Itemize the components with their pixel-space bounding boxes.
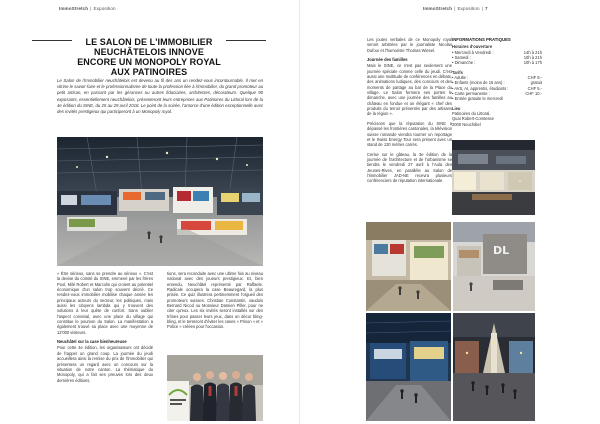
place-line: 2000 Neuchâtel bbox=[452, 121, 481, 127]
folio-left: ImmoStretch | Exposition bbox=[59, 6, 116, 11]
hours-row: • Mercredi à Vendredi : 14h à 21h bbox=[452, 49, 542, 55]
paragraph: Précisons que la réputation du SINE a dépassé les frontières cantonales, la télévision suisse romande viendra tourner un reportage et le Swiss Energy Tour sera présent avec un stand de 130 mètres carrés. bbox=[367, 120, 452, 148]
paragraph: tions, sera reconduite avec une ultime fois au niveau national avec des joueurs prestigieux. Et, bien entendu, Neuchâtel représenté par Raffaele. Radicale occupera la case Beauregard, la plus prisée. Ce quiz illustrera pertinemment l'orgueil des promoteurs suisses. Christian Constantin, vaudois Bernard Nicod ou Monsieur Damien Piller, pour ne citer qu'eux. Les six invités seront installés sur des trônes pour passer leurs jeux, dans un décor bling-bling, et le tenteront d'éviter les cases « Prison » et « Police » créées pour l'occasion. bbox=[167, 271, 263, 330]
page-number: 7 bbox=[484, 6, 488, 11]
headline-rule-right bbox=[226, 40, 266, 41]
paragraph: Cerise sur le gâteau, la 3e édition de la journée de l'architecture et de l'urbanisme se tiendra le vendredi 27 avril à l'Aula des Jeunes-Rives, en parallèle au Salon de l'immobilier JAD-NE recevra plusieurs conférenciers de réputation internationale. bbox=[367, 151, 452, 184]
article-headline: LE SALON DE L'IMMOBILIER NEUCHÂTELOIS INNOVE ENCORE UN MONOPOLY ROYAL AUX PATINOIRES bbox=[77, 37, 221, 77]
hours-row: • Dimanche : 10h à 17h bbox=[452, 60, 542, 66]
tariff-row: • Entrée gratuite le mercredi bbox=[452, 96, 503, 102]
paragraph: Mais le SINE, ce n'est pas seulement une journée spéciale comme celle du jeudi. C'est aussi une multitude de conférences en débats, des animations ludiques, des concours et des moments de partage au bar de la Place du village. Le Salon fermera ses portes le dimanche, avec une journée des familles au château en fondue et un élégant « chef des produits du terroir présentés par des artisans de la région ». bbox=[367, 63, 452, 117]
folio-section: Exposition bbox=[457, 6, 480, 11]
place-label: Lieu bbox=[452, 105, 461, 111]
tariff-row: • Enfants (moins de 16 ans) : gratuit bbox=[452, 80, 542, 86]
svg-text:DL: DL bbox=[493, 244, 510, 257]
tariff-row: • Adulte : CHF 8.- bbox=[452, 75, 542, 81]
tariffs-label: Tarifs bbox=[452, 69, 463, 75]
tariff-row: • AVS, AI, apprentis, étudiants : CHF 5.- bbox=[452, 85, 542, 91]
practical-info-box bbox=[452, 37, 542, 134]
stand-photo-2 bbox=[453, 222, 535, 311]
venue-night-photo bbox=[452, 140, 535, 215]
stand-photo-1 bbox=[366, 222, 451, 311]
place-line: Patinoires du Littoral, bbox=[452, 111, 491, 117]
stand-photo-3 bbox=[366, 313, 451, 421]
subheading: Neuchâtel sur la case bienheureuse bbox=[57, 339, 127, 345]
headline-rule-left bbox=[32, 40, 72, 41]
left-column-1 bbox=[57, 271, 153, 421]
paragraph: Les joutes verbales de ce Monopoly royal seront arbitrées par le journaliste Nicolas Dufour et l'humoriste Thomas Wiesel. bbox=[367, 37, 452, 53]
stand-photo-4 bbox=[453, 313, 535, 421]
group-photo bbox=[167, 355, 263, 421]
article-lead: Le Salon de l'immobilier neuchâtelois est devenu au fil des ans un rendez-vous incontournable. Il met en vitrine le savoir-faire et le professionnalisme de toute la profession liée à l'immobilier, du grand promoteur au petit artisan, en passant par les gérances ou autres fiduciaires, architectes, décorateurs. Quelque 90 exposants, essentiellement neuchâtelois, présenteront leurs entreprises aux Patinoires du Littoral lors de la 4e édition du SINE, du 25 au 29 avril 2018. Le point de la soirée, l'amorce d'une édition exceptionnelle avec des invités prestigieux qui participeront à un Monopoly royal. bbox=[57, 78, 263, 115]
right-page bbox=[300, 0, 600, 424]
exhibition-hall-photo bbox=[57, 137, 263, 266]
paragraph: Pour cette 4e édition, les organisateurs ont décidé de frapper un grand coup. La journée du jeudi accueillera ainsi la remise du prix de l'immobilier qui présentera un regard avec un concours sur la situation de notre canton. La thématique du Monopoly, qui a fait ses preuves lors des deux dernières éditions, bbox=[57, 345, 153, 383]
place-line: Quai Robert-Comtesse bbox=[452, 116, 494, 122]
subheading: Journée des familles bbox=[367, 57, 408, 63]
hours-label: Horaires d'ouverture bbox=[452, 44, 493, 50]
tariff-row: • Carte permanente : CHF 10.- bbox=[452, 91, 542, 97]
folio-brand: ImmoStretch bbox=[59, 6, 89, 11]
right-column-1 bbox=[367, 37, 452, 219]
folio-brand: ImmoStretch bbox=[423, 6, 453, 11]
left-column-2 bbox=[167, 271, 263, 354]
info-title: INFORMATIONS PRATIQUES bbox=[452, 37, 511, 42]
hours-row: • Samedi : 10h à 21h bbox=[452, 55, 542, 61]
paragraph: « Être sérieux, sans se prendre au sérieux ». C'est la devise du comité du SINE, emmené par les frères Pool, Milé Robert et Marcolin qui croient au potentiel économique d'un salon trop souvent décrié. Ce rendez-vous immobilier mobilise chaque année les principaux acteurs du secteur, les politiques, mais aussi les citoyens lambda qui y trouvent des solutions à leur quête de confort. Sans oublier l'aspect convivial, avec une place du village qui constitue le poumon du Salon. La manifestation a également trouvé sa place avec une moyenne de 12'000 visiteurs. bbox=[57, 271, 153, 335]
folio-section: Exposition bbox=[93, 6, 116, 11]
folio-right: ImmoStretch | Exposition | 7 bbox=[423, 6, 488, 11]
